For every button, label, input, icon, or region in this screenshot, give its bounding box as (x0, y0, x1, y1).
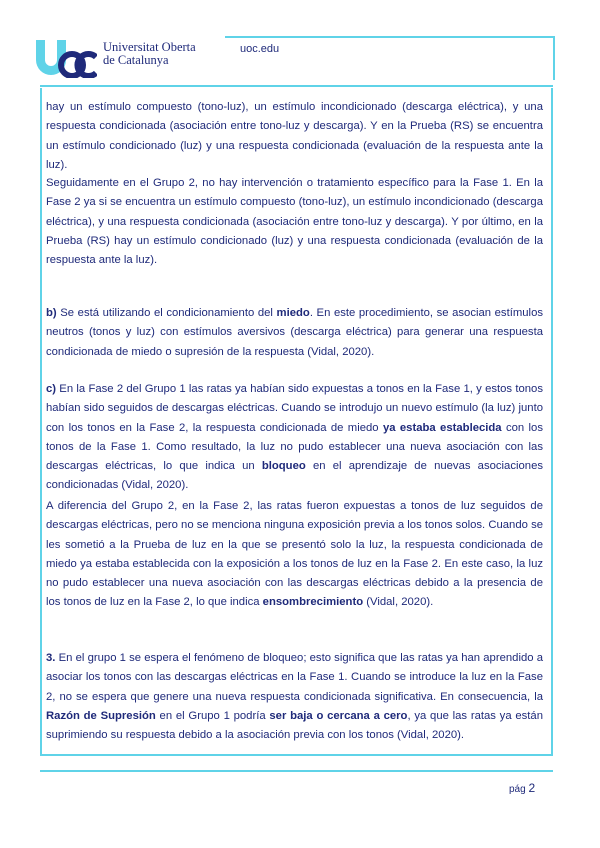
paragraph-text: en el Grupo 1 podría (155, 709, 270, 722)
page-number (509, 781, 535, 795)
paragraph-text: Se está utilizando el condicionamiento del (56, 307, 277, 319)
university-name (103, 41, 196, 67)
university-name-line1: Universitat Oberta (103, 40, 196, 54)
paragraph-text: en el aprendizaje de nuevas asociaciones condicionadas (Vidal, 2020). (46, 460, 543, 492)
uoc-url-link[interactable]: uoc.edu (240, 43, 280, 55)
paragraph-text: A diferencia del Grupo 2, en la Fase 2, las ratas fueron expuestas a tonos de luz seguidos de descargas eléctricas, pero no se menciona ninguna exposición previa a los tonos solos. Cuando se les sometió a la Prueba de luz en la que se presentó solo la luz, la respuesta condicionada de miedo ya estaba establecida con la exposición a los tonos de luz en la Fase 2. En este caso, la luz no pudo establecer una nueva asociación con las descargas eléctricas debido a la presencia de los tonos de luz en la Fase 2, lo que indica (46, 500, 543, 609)
header-divider-top (225, 36, 555, 38)
header-divider-vertical (553, 36, 555, 80)
paragraph-text: En el grupo 1 se espera el fenómeno de bloqueo; esto significa que las ratas ya han aprendido a asociar los tonos con las descargas eléctricas en la Fase 1. Cuando se introduce la luz en la Fase 2, no se espera que genere una nueva respuesta condicionada significativa. En consecuencia, la (46, 652, 543, 703)
emphasis-text: ser baja o cercana a cero (269, 709, 408, 722)
uoc-logo (35, 38, 97, 78)
emphasis-text: b) (46, 307, 57, 319)
paragraph-text: con los tonos de la Fase 1. Como resultado, la luz no pudo establecer una nueva asociación con las descargas eléctricas, lo que indica un (46, 421, 543, 473)
paragraph (46, 174, 543, 270)
paragraph-text: hay un estímulo compuesto (tono-luz), un estímulo incondicionado (descarga eléctrica), y una respuesta condicionada (asociación entre tono-luz y descarga). Y en la Prueba (RS) se encuentra un estímulo condicionado (luz) y una respuesta condicionada (evaluación de la respuesta ante la luz). (46, 101, 543, 171)
emphasis-text: c) (46, 383, 57, 395)
paragraph-text: Seguidamente en el Grupo 2, no hay intervención o tratamiento específico para la Fase 1. En la Fase 2 ya si se encuentra un estímulo compuesto (tono-luz), un estímulo incondicionado (descarga eléctrica), y una respuesta condicionada (asociación entre tono-luz y descarga). Y por último, en la Prueba (RS) hay un estímulo condicionado (luz) y una respuesta condicionada (evaluación de la respuesta ante la luz). (46, 177, 543, 267)
page-number-value: 2 (528, 781, 536, 795)
paragraph-text: En la Fase 2 del Grupo 1 las ratas ya habían sido expuestas a tonos en la Fase 1, y estos tonos habían sido seguidos de descargas eléctricas. Cuando se introdujo un nuevo estímulo (la luz) junto con los tonos en la Fase 2, la respuesta condicionada de miedo (46, 383, 543, 434)
paragraph-text: . En este procedimiento, se asocian estímulos neutros (tonos y luz) con estímulos aversivos (descarga eléctrica) para generar una respuesta condicionada de miedo o supresión de la respuesta (Vidal, 2020). (46, 307, 543, 358)
paragraph-text: (Vidal, 2020). (363, 596, 434, 609)
emphasis-text: ensombrecimiento (262, 596, 364, 609)
paragraph (46, 497, 543, 613)
emphasis-text: ya estaba establecida (382, 421, 502, 434)
page-header (0, 0, 600, 90)
footer-divider (40, 770, 553, 772)
paragraph (46, 380, 543, 496)
paragraph (46, 649, 543, 745)
paragraph (46, 98, 543, 175)
emphasis-text: Razón de Supresión (46, 709, 156, 722)
university-name-line2: de Catalunya (103, 53, 169, 67)
emphasis-text: bloqueo (261, 460, 306, 473)
paragraph (46, 304, 543, 362)
paragraph-text: , ya que las ratas ya están suprimiendo su respuesta debido a la asociación previa con los tonos (Vidal, 2020). (46, 709, 544, 742)
content-frame (40, 88, 553, 756)
emphasis-text: miedo (276, 307, 310, 319)
header-divider-bottom (40, 85, 553, 87)
page-label: pág (509, 784, 526, 795)
emphasis-text: 3. (46, 652, 56, 664)
